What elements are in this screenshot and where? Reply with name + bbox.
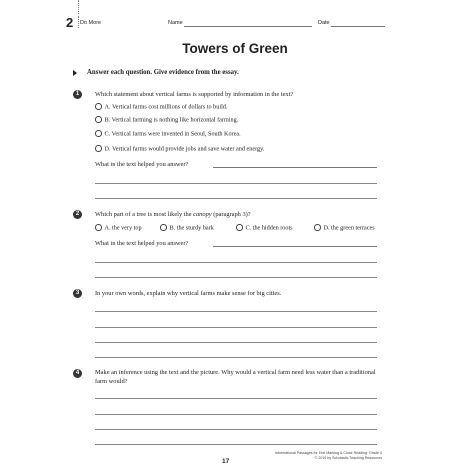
option-label: D. the green terraces xyxy=(323,224,375,232)
question-1-text: Which statement about vertical farms is supported by information in the text? xyxy=(95,91,294,98)
q4-answer-line-4[interactable] xyxy=(95,444,377,445)
question-2-text: Which part of a tree is most likely the canopy (paragraph 3)? xyxy=(95,211,251,218)
q2-answer-line-1[interactable] xyxy=(95,262,377,263)
option-label: A. Vertical farms cost millions of dollars to build. xyxy=(104,103,228,111)
q2-evidence-line[interactable] xyxy=(213,246,377,247)
option-label: C. Vertical farms were invented in Seoul, South Korea. xyxy=(104,130,241,138)
q1-answer-line-1[interactable] xyxy=(95,183,377,184)
q1-option-c[interactable] xyxy=(95,130,241,139)
q2-option-b[interactable] xyxy=(160,224,214,233)
question-number-1: 1 xyxy=(73,90,82,99)
instruction: Answer each question. Give evidence from the essay. xyxy=(87,69,239,76)
option-label: B. the sturdy bark xyxy=(169,224,214,232)
page-number: 17 xyxy=(222,458,230,465)
q1-evidence-prompt: What in the text helped you answer? xyxy=(95,161,189,168)
q2-option-d[interactable] xyxy=(314,224,375,233)
arrow-right-icon xyxy=(73,70,77,76)
q4-answer-line-2[interactable] xyxy=(95,414,377,415)
radio-icon[interactable] xyxy=(160,224,167,231)
q2-option-a[interactable] xyxy=(95,224,142,233)
option-label: A. the very top xyxy=(104,224,142,232)
q2-evidence-prompt: What in the text helped you answer? xyxy=(95,240,189,247)
radio-icon[interactable] xyxy=(236,224,243,231)
q4-answer-line-3[interactable] xyxy=(95,429,377,430)
q1-option-d[interactable] xyxy=(95,145,264,154)
q2-option-c[interactable] xyxy=(236,224,293,233)
q3-answer-line-4[interactable] xyxy=(95,357,377,358)
option-label: D. Vertical farms would provide jobs and save water and energy. xyxy=(104,145,265,153)
q1-answer-line-2[interactable] xyxy=(95,198,377,199)
q3-answer-line-3[interactable] xyxy=(95,342,377,343)
date-field[interactable] xyxy=(331,26,385,27)
page-title: Towers of Green xyxy=(182,41,288,56)
option-label: C. the hidden roots xyxy=(245,224,293,232)
q3-answer-line-1[interactable] xyxy=(95,311,377,312)
radio-icon[interactable] xyxy=(95,145,102,152)
option-label: B. Vertical farming is nothing like horizontal farming. xyxy=(104,116,239,124)
q1-option-a[interactable] xyxy=(95,103,227,112)
footer-credit xyxy=(260,451,382,461)
credit-line-2: © 2015 by Scholastic Teaching Resources xyxy=(314,456,382,460)
radio-icon[interactable] xyxy=(95,103,102,110)
radio-icon[interactable] xyxy=(314,224,321,231)
q1-option-b[interactable] xyxy=(95,116,238,125)
question-number-2: 2 xyxy=(73,210,82,219)
q1-evidence-line[interactable] xyxy=(213,167,377,168)
question-3-text: In your own words, explain why vertical farms make sense for big cities. xyxy=(95,290,282,297)
header-divider-top xyxy=(78,0,79,14)
name-field[interactable] xyxy=(184,26,312,27)
question-number-4: 4 xyxy=(73,369,82,378)
question-number-3: 3 xyxy=(73,289,82,298)
header-divider xyxy=(78,16,79,28)
section-label: Do More xyxy=(80,20,102,26)
date-label: Date xyxy=(318,20,330,26)
credit-line-1: Informational Passages for Text Marking & Close Reading: Grade 4 xyxy=(274,451,382,455)
question-4-text: Make an inference using the text and the picture. Why would a vertical farm need less water than a traditional farm would? xyxy=(95,369,376,385)
q4-answer-line-1[interactable] xyxy=(95,398,377,399)
q3-answer-line-2[interactable] xyxy=(95,327,377,328)
radio-icon[interactable] xyxy=(95,224,102,231)
radio-icon[interactable] xyxy=(95,116,102,123)
name-label: Name xyxy=(168,20,183,26)
section-number: 2 xyxy=(66,15,74,30)
q2-answer-line-2[interactable] xyxy=(95,277,377,278)
radio-icon[interactable] xyxy=(95,130,102,137)
